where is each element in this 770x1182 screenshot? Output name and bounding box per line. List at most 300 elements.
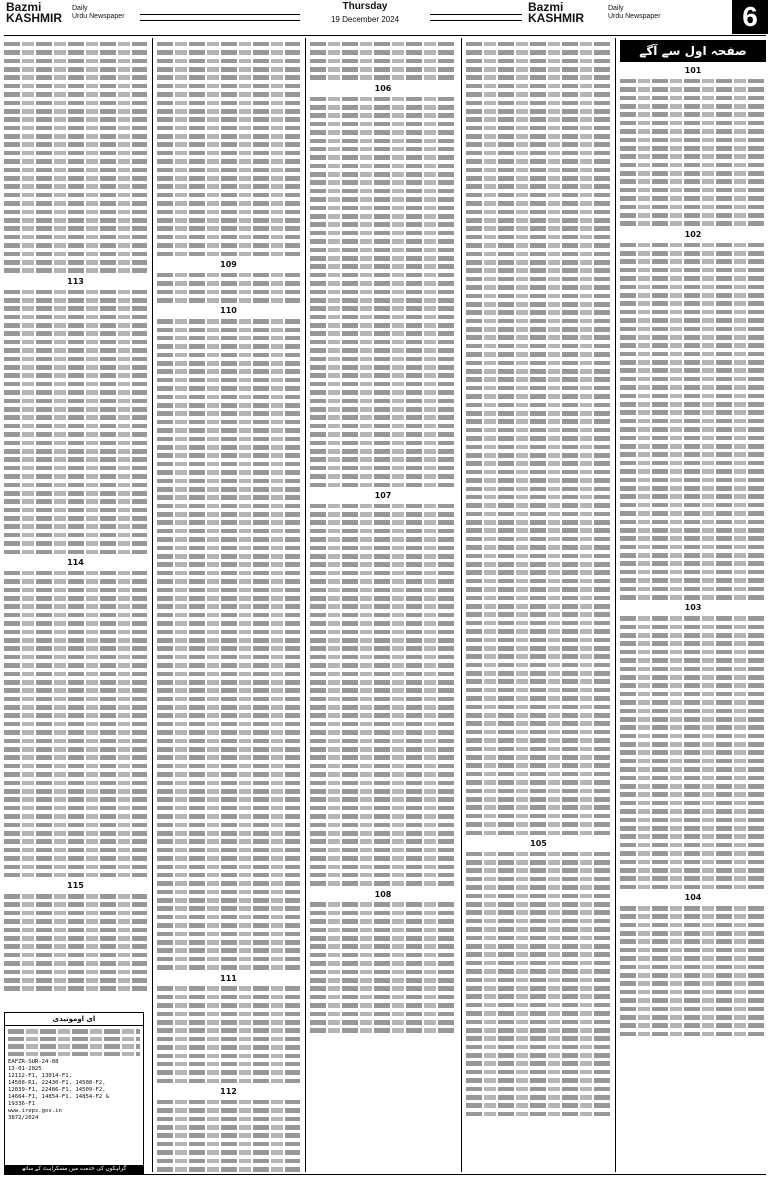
text-line bbox=[157, 226, 300, 231]
text-line bbox=[620, 990, 766, 995]
text-line bbox=[310, 697, 456, 702]
text-line bbox=[310, 59, 456, 64]
text-line bbox=[466, 910, 611, 915]
text-line bbox=[620, 436, 766, 441]
text-line bbox=[466, 654, 611, 659]
text-line bbox=[157, 663, 300, 668]
text-line bbox=[620, 146, 766, 151]
text-line bbox=[620, 956, 766, 961]
text-line bbox=[466, 944, 611, 949]
text-line bbox=[466, 101, 611, 106]
text-line bbox=[157, 273, 300, 278]
text-line bbox=[310, 1020, 456, 1025]
text-line bbox=[620, 104, 766, 109]
text-line bbox=[157, 117, 300, 122]
text-line bbox=[310, 390, 456, 395]
text-line bbox=[157, 1003, 300, 1008]
text-line bbox=[620, 251, 766, 256]
text-line bbox=[157, 948, 300, 953]
notice-row: 19336-F1 bbox=[8, 1101, 35, 1108]
text-line bbox=[310, 928, 456, 933]
text-line bbox=[157, 235, 300, 240]
text-line bbox=[157, 319, 300, 324]
text-line bbox=[310, 730, 456, 735]
text-line bbox=[466, 50, 611, 55]
text-line bbox=[466, 570, 611, 575]
text-line bbox=[466, 747, 611, 752]
text-line bbox=[4, 856, 147, 861]
text-line bbox=[157, 495, 300, 500]
text-line bbox=[466, 797, 611, 802]
text-line bbox=[466, 629, 611, 634]
text-line bbox=[157, 537, 300, 542]
text-line bbox=[466, 285, 611, 290]
text-line bbox=[157, 571, 300, 576]
text-line bbox=[157, 781, 300, 786]
masthead-rule-right bbox=[430, 14, 522, 21]
text-line bbox=[620, 851, 766, 856]
text-line bbox=[157, 218, 300, 223]
text-line bbox=[157, 697, 300, 702]
text-line bbox=[620, 767, 766, 772]
text-line bbox=[466, 772, 611, 777]
text-line bbox=[157, 1159, 300, 1164]
text-line bbox=[4, 730, 147, 735]
text-line bbox=[466, 763, 611, 768]
text-line bbox=[620, 87, 766, 92]
item-number: 103 bbox=[684, 603, 702, 613]
text-line bbox=[466, 403, 611, 408]
text-line bbox=[4, 865, 147, 870]
text-line bbox=[157, 1133, 300, 1138]
text-line bbox=[466, 894, 611, 899]
text-line bbox=[620, 1015, 766, 1020]
text-line bbox=[466, 520, 611, 525]
text-line bbox=[4, 789, 147, 794]
text-line bbox=[466, 92, 611, 97]
text-line bbox=[466, 679, 611, 684]
text-line bbox=[310, 323, 456, 328]
text-line bbox=[620, 452, 766, 457]
text-line bbox=[466, 394, 611, 399]
text-line bbox=[157, 588, 300, 593]
text-line bbox=[620, 625, 766, 630]
text-line bbox=[310, 239, 456, 244]
text-line bbox=[310, 995, 456, 1000]
text-line bbox=[4, 550, 147, 555]
text-line bbox=[310, 1012, 456, 1017]
text-line bbox=[310, 180, 456, 185]
text-line bbox=[310, 382, 456, 387]
text-line bbox=[4, 243, 147, 248]
text-line bbox=[157, 210, 300, 215]
text-line bbox=[620, 545, 766, 550]
text-line bbox=[310, 873, 456, 878]
text-line bbox=[310, 604, 456, 609]
text-line bbox=[310, 546, 456, 551]
text-line bbox=[157, 1020, 300, 1025]
text-line bbox=[466, 1011, 611, 1016]
text-line bbox=[4, 159, 147, 164]
text-line bbox=[310, 441, 456, 446]
text-line bbox=[4, 323, 147, 328]
text-line bbox=[620, 692, 766, 697]
text-line bbox=[4, 59, 147, 64]
text-line bbox=[620, 154, 766, 159]
text-line bbox=[310, 520, 456, 525]
text-line bbox=[4, 432, 147, 437]
text-line bbox=[466, 738, 611, 743]
text-line bbox=[157, 906, 300, 911]
text-line bbox=[620, 700, 766, 705]
text-line bbox=[157, 604, 300, 609]
text-line bbox=[310, 139, 456, 144]
text-line bbox=[4, 84, 147, 89]
text-line bbox=[466, 235, 611, 240]
text-line bbox=[310, 806, 456, 811]
text-line bbox=[466, 176, 611, 181]
text-line bbox=[466, 596, 611, 601]
text-line bbox=[157, 789, 300, 794]
text-line bbox=[157, 839, 300, 844]
text-line bbox=[157, 462, 300, 467]
text-line bbox=[466, 419, 611, 424]
text-line bbox=[620, 683, 766, 688]
text-line bbox=[157, 747, 300, 752]
text-line bbox=[466, 814, 611, 819]
text-line bbox=[157, 995, 300, 1000]
text-line bbox=[157, 755, 300, 760]
text-line bbox=[620, 578, 766, 583]
text-line bbox=[310, 248, 456, 253]
text-line bbox=[157, 881, 300, 886]
text-line bbox=[157, 898, 300, 903]
text-line bbox=[620, 876, 766, 881]
text-line bbox=[157, 806, 300, 811]
text-line bbox=[4, 571, 147, 576]
text-line bbox=[310, 155, 456, 160]
text-line bbox=[466, 268, 611, 273]
text-line bbox=[466, 1078, 611, 1083]
text-line bbox=[4, 466, 147, 471]
text-line bbox=[157, 290, 300, 295]
text-line bbox=[620, 1007, 766, 1012]
text-line bbox=[620, 410, 766, 415]
text-line bbox=[157, 512, 300, 517]
text-line bbox=[4, 655, 147, 660]
text-line bbox=[157, 890, 300, 895]
text-line bbox=[157, 940, 300, 945]
text-line bbox=[157, 546, 300, 551]
text-line bbox=[620, 1032, 766, 1037]
text-line bbox=[4, 604, 147, 609]
text-line bbox=[310, 537, 456, 542]
text-line bbox=[157, 722, 300, 727]
text-line bbox=[310, 415, 456, 420]
text-line bbox=[4, 839, 147, 844]
text-line bbox=[466, 226, 611, 231]
text-line bbox=[157, 159, 300, 164]
text-line bbox=[466, 319, 611, 324]
text-line bbox=[620, 427, 766, 432]
text-line bbox=[310, 424, 456, 429]
text-line bbox=[620, 327, 766, 332]
text-line bbox=[157, 621, 300, 626]
text-line bbox=[620, 906, 766, 911]
item-number: 102 bbox=[684, 229, 702, 239]
text-line bbox=[620, 885, 766, 890]
text-line bbox=[157, 353, 300, 358]
text-line bbox=[310, 848, 456, 853]
text-line bbox=[4, 919, 147, 924]
text-line bbox=[310, 953, 456, 958]
text-line bbox=[4, 831, 147, 836]
text-line bbox=[4, 67, 147, 72]
text-line bbox=[620, 494, 766, 499]
text-line bbox=[466, 478, 611, 483]
text-line bbox=[310, 298, 456, 303]
text-line bbox=[620, 658, 766, 663]
text-line bbox=[4, 986, 147, 991]
text-line bbox=[620, 742, 766, 747]
text-line bbox=[310, 281, 456, 286]
text-line bbox=[310, 1028, 456, 1033]
text-line bbox=[157, 470, 300, 475]
text-line bbox=[310, 357, 456, 362]
text-line bbox=[4, 415, 147, 420]
column-1 bbox=[4, 38, 147, 1008]
text-line bbox=[310, 902, 456, 907]
text-line bbox=[310, 571, 456, 576]
text-line bbox=[310, 340, 456, 345]
text-line bbox=[620, 709, 766, 714]
text-line bbox=[310, 823, 456, 828]
text-line bbox=[157, 739, 300, 744]
text-line bbox=[4, 697, 147, 702]
text-line bbox=[310, 407, 456, 412]
text-line bbox=[4, 713, 147, 718]
tagline-right: Daily Urdu Newspaper bbox=[608, 5, 661, 20]
text-line bbox=[620, 310, 766, 315]
text-line bbox=[466, 936, 611, 941]
text-line bbox=[157, 252, 300, 257]
text-line bbox=[4, 365, 147, 370]
text-line bbox=[4, 638, 147, 643]
text-line bbox=[466, 1036, 611, 1041]
text-line bbox=[310, 772, 456, 777]
text-line bbox=[466, 75, 611, 80]
text-line bbox=[157, 50, 300, 55]
text-line bbox=[466, 377, 611, 382]
text-line bbox=[310, 588, 456, 593]
text-line bbox=[4, 579, 147, 584]
text-line bbox=[620, 478, 766, 483]
item-number: 108 bbox=[374, 889, 392, 899]
text-line bbox=[620, 293, 766, 298]
text-line bbox=[310, 655, 456, 660]
text-line bbox=[310, 596, 456, 601]
text-line bbox=[310, 147, 456, 152]
text-line bbox=[466, 453, 611, 458]
text-line bbox=[620, 965, 766, 970]
text-line bbox=[466, 671, 611, 676]
text-line bbox=[620, 188, 766, 193]
text-line bbox=[157, 1117, 300, 1122]
text-line bbox=[466, 919, 611, 924]
text-line bbox=[620, 503, 766, 508]
text-line bbox=[310, 739, 456, 744]
text-line bbox=[620, 268, 766, 273]
notice-row: 14664-F1, 14854-F1, 14854-F2 & bbox=[8, 1094, 110, 1101]
text-line bbox=[620, 301, 766, 306]
text-line bbox=[4, 298, 147, 303]
text-line bbox=[157, 378, 300, 383]
text-line bbox=[466, 877, 611, 882]
item-number: 112 bbox=[220, 1087, 237, 1097]
text-line bbox=[4, 92, 147, 97]
text-line bbox=[4, 210, 147, 215]
text-line bbox=[620, 717, 766, 722]
text-line bbox=[466, 789, 611, 794]
text-line bbox=[466, 868, 611, 873]
text-line bbox=[310, 214, 456, 219]
text-line bbox=[466, 310, 611, 315]
text-line bbox=[4, 331, 147, 336]
text-line bbox=[4, 705, 147, 710]
text-line bbox=[4, 399, 147, 404]
text-line bbox=[620, 112, 766, 117]
text-line bbox=[157, 856, 300, 861]
item-number: 110 bbox=[220, 306, 237, 316]
text-line bbox=[157, 562, 300, 567]
text-line bbox=[310, 680, 456, 685]
text-line bbox=[620, 385, 766, 390]
text-line bbox=[310, 789, 456, 794]
text-line bbox=[466, 1003, 611, 1008]
text-line bbox=[157, 453, 300, 458]
text-line bbox=[157, 646, 300, 651]
text-line bbox=[157, 75, 300, 80]
text-line bbox=[310, 881, 456, 886]
text-line bbox=[310, 306, 456, 311]
text-line bbox=[620, 394, 766, 399]
text-line bbox=[620, 650, 766, 655]
text-line bbox=[8, 1037, 140, 1042]
text-line bbox=[620, 121, 766, 126]
text-line bbox=[4, 117, 147, 122]
brand-left: Bazmi KASHMIR bbox=[6, 0, 62, 25]
text-line bbox=[620, 939, 766, 944]
text-line bbox=[4, 235, 147, 240]
text-line bbox=[4, 340, 147, 345]
text-line bbox=[466, 755, 611, 760]
text-line bbox=[4, 680, 147, 685]
text-line bbox=[310, 944, 456, 949]
text-line bbox=[157, 1142, 300, 1147]
text-line bbox=[157, 134, 300, 139]
text-line bbox=[466, 126, 611, 131]
text-line bbox=[4, 755, 147, 760]
text-line bbox=[620, 402, 766, 407]
text-line bbox=[157, 369, 300, 374]
text-line bbox=[466, 713, 611, 718]
text-line bbox=[620, 616, 766, 621]
text-line bbox=[310, 814, 456, 819]
text-line bbox=[620, 998, 766, 1003]
text-line bbox=[466, 1061, 611, 1066]
text-line bbox=[310, 122, 456, 127]
text-line bbox=[310, 75, 456, 80]
text-line bbox=[157, 193, 300, 198]
text-line bbox=[4, 797, 147, 802]
text-line bbox=[620, 860, 766, 865]
text-line bbox=[466, 109, 611, 114]
text-line bbox=[4, 306, 147, 311]
text-line bbox=[310, 713, 456, 718]
text-line bbox=[466, 852, 611, 857]
text-line bbox=[466, 663, 611, 668]
text-line bbox=[310, 911, 456, 916]
text-line bbox=[620, 834, 766, 839]
text-line bbox=[310, 755, 456, 760]
text-line bbox=[466, 969, 611, 974]
text-line bbox=[4, 873, 147, 878]
text-line bbox=[310, 206, 456, 211]
section-title: صفحہ اول سے آگے bbox=[620, 40, 766, 62]
text-line bbox=[310, 67, 456, 72]
notice-website: www.ireps.gov.in bbox=[8, 1108, 62, 1115]
text-line bbox=[157, 1167, 300, 1172]
text-line bbox=[466, 638, 611, 643]
item-number: 111 bbox=[220, 973, 237, 983]
text-line bbox=[310, 315, 456, 320]
text-line bbox=[466, 369, 611, 374]
text-line bbox=[4, 953, 147, 958]
text-line bbox=[4, 499, 147, 504]
column-divider bbox=[461, 38, 462, 1172]
item-number: 101 bbox=[684, 66, 702, 75]
text-line bbox=[466, 1045, 611, 1050]
text-line bbox=[157, 772, 300, 777]
text-line bbox=[4, 747, 147, 752]
text-line bbox=[4, 781, 147, 786]
text-line bbox=[466, 1053, 611, 1058]
text-line bbox=[157, 764, 300, 769]
text-line bbox=[310, 50, 456, 55]
text-line bbox=[310, 256, 456, 261]
text-line bbox=[310, 399, 456, 404]
text-line bbox=[620, 352, 766, 357]
text-line bbox=[620, 129, 766, 134]
notice-code: EAFZR-SUR-24-88 bbox=[8, 1059, 59, 1066]
text-line bbox=[466, 822, 611, 827]
text-line bbox=[466, 1028, 611, 1033]
text-line bbox=[4, 407, 147, 412]
text-line bbox=[466, 327, 611, 332]
text-line bbox=[4, 806, 147, 811]
text-line bbox=[620, 79, 766, 84]
text-line bbox=[157, 613, 300, 618]
text-line bbox=[157, 437, 300, 442]
text-line bbox=[466, 537, 611, 542]
text-line bbox=[157, 42, 300, 47]
text-line bbox=[4, 109, 147, 114]
text-line bbox=[620, 843, 766, 848]
text-line bbox=[310, 672, 456, 677]
text-line bbox=[310, 348, 456, 353]
text-line bbox=[4, 201, 147, 206]
text-line bbox=[620, 734, 766, 739]
